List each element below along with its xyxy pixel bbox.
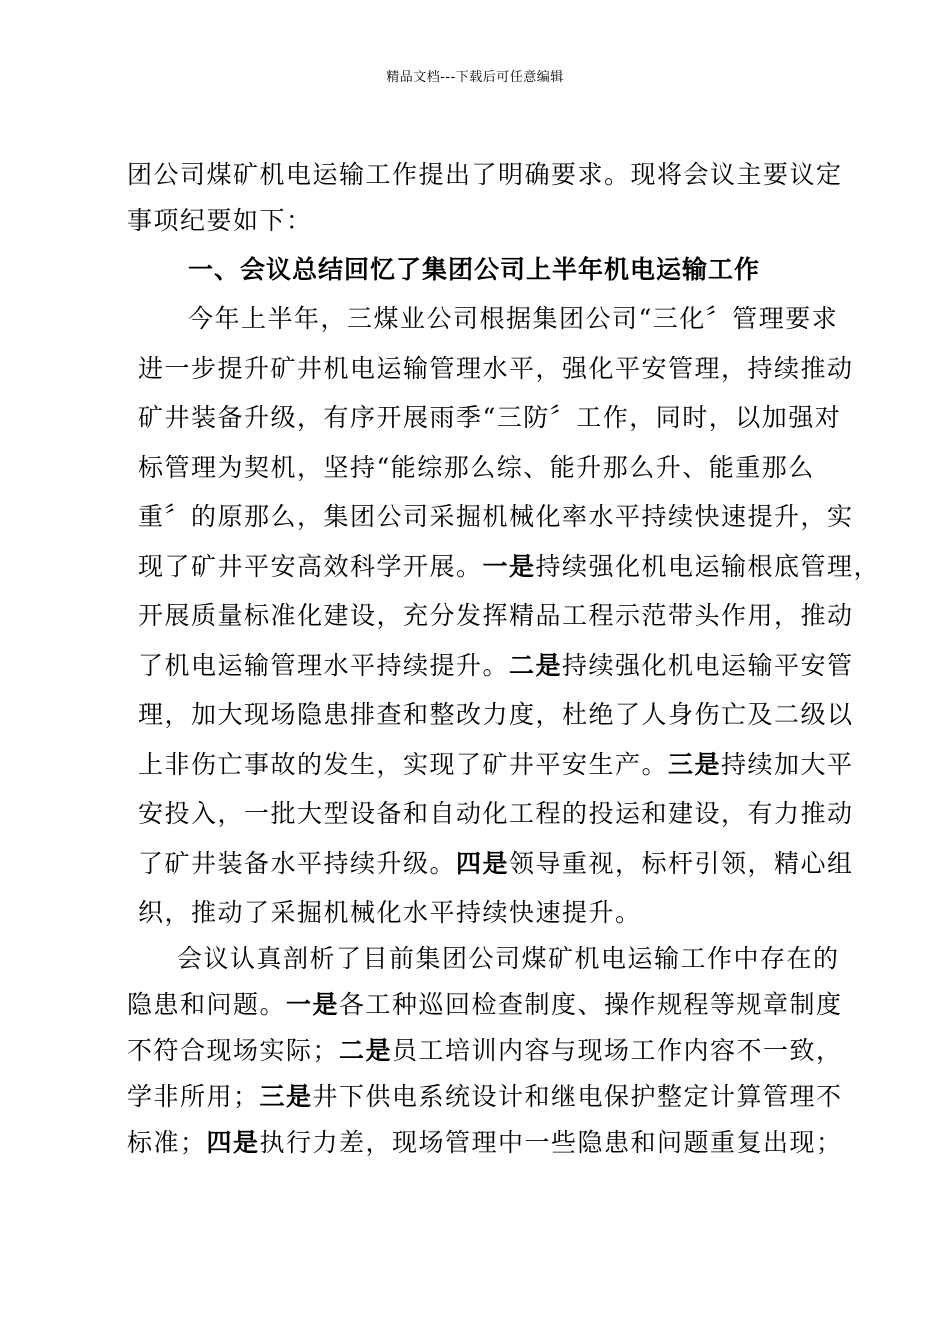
text-line [127, 1028, 847, 1074]
text-line: 团公司煤矿机电运输工作提出了明确要求。现将会议主要议定 [127, 160, 843, 189]
text-run: 执行力差，现场管理中一些隐患和问题重复出现； [259, 1128, 843, 1157]
text-line [138, 740, 854, 790]
paragraph-summary [138, 294, 881, 938]
text-line: 会议认真剖析了目前集团公司煤矿机电运输工作中存在的 [177, 944, 840, 973]
text-line: 重〞的原那么，集团公司采掘机械化率水平持续快速提升，实 [138, 502, 854, 531]
text-line [127, 1120, 847, 1166]
text-run: 了机电运输管理水平持续提升。 [138, 650, 510, 680]
paragraph-issues [127, 936, 847, 1166]
text-run: 标准； [127, 1128, 207, 1157]
text-run: 井下供电系统设计和继电保护整定计算管理不 [312, 1082, 843, 1111]
bold-marker: 三是 [259, 1082, 313, 1111]
text-line [127, 982, 847, 1028]
text-run: 上非伤亡事故的发生，实现了矿井平安生产。 [138, 749, 669, 779]
text-line: 标管理为契机，坚持“能综那么综、能升那么升、能重那么 [138, 452, 815, 482]
text-line: 今年上半年，三煤业公司根据集团公司“三化〞管理要求 [188, 304, 839, 333]
paragraph-intro [127, 152, 847, 244]
text-line: 理，加大现场隐患排查和整改力度，杜绝了人身伤亡及二级以 [138, 700, 854, 729]
bold-marker: 四是 [456, 848, 510, 878]
text-line [138, 641, 854, 691]
text-line [127, 1074, 847, 1120]
bold-marker: 一是 [286, 990, 340, 1019]
text-line: 安投入，一批大型设备和自动化工程的投运和建设，有力推动 [138, 799, 854, 828]
page-header: 精品文档---下载后可任意编辑 [386, 70, 564, 85]
text-line: 织，推动了采掘机械化水平持续快速提升。 [138, 898, 642, 927]
text-run: 持续强化机电运输根底管理， [535, 551, 881, 581]
bold-marker: 二是 [509, 650, 563, 680]
text-line [138, 839, 854, 889]
bold-marker: 二是 [339, 1036, 393, 1065]
text-line: 进一步提升矿井机电运输管理水平，强化平安管理，持续推动 [138, 353, 854, 383]
text-run: 学非所用； [127, 1082, 260, 1111]
text-run: 领导重视，标杆引领，精心组 [509, 848, 854, 878]
text-run: 持续强化机电运输平安管 [562, 650, 854, 680]
bold-marker: 三是 [668, 749, 722, 779]
section-heading: 一、会议总结回忆了集团公司上半年机电运输工作 [188, 255, 761, 284]
bold-marker: 一是 [482, 551, 536, 581]
text-line [138, 542, 881, 592]
text-run: 不符合现场实际； [127, 1036, 340, 1065]
text-line: 矿井装备升级，有序开展雨季“三防〞工作，同时，以加强对 [138, 403, 842, 432]
text-run: 了矿井装备水平持续升级。 [138, 848, 457, 878]
text-line: 事项纪要如下： [127, 206, 313, 235]
text-line: 开展质量标准化建设，充分发挥精品工程示范带头作用，推动 [138, 601, 854, 630]
text-run: 员工培训内容与现场工作内容不一致， [392, 1036, 843, 1065]
text-run: 现了矿井平安高效科学开展。 [138, 551, 483, 581]
text-run: 持续加大平 [721, 749, 854, 779]
text-run: 隐患和问题。 [127, 990, 287, 1019]
bold-marker: 四是 [206, 1128, 260, 1157]
text-run: 各工种巡回检查制度、操作规程等规章制度 [339, 990, 843, 1019]
